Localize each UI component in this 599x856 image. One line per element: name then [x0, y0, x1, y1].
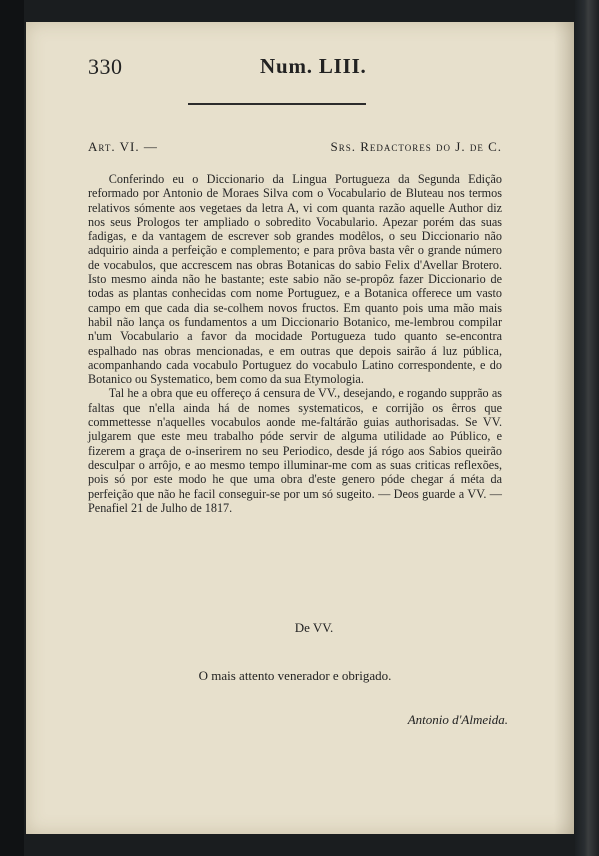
paragraph-1: Conferindo eu o Diccionario da Lingua Portugueza da Segunda Edição reformado por Antonio de Moraes Silva com o Vocabulario de Bluteau nos termos relativos sómente aos vegetaes da letra A, vi com quanta razão aquelle Author diz nos seus Prologos ter ampliado o sobredito Vocabulario. Apezar porém das suas fadigas, e da vantagem de escrever sob grandes modêlos, o seu Diccionario não adquirio ainda a perfeição e complemento; e para prôva basta vêr o grande número de vocabulos, que accrescem nas obras Botanicas do sabio Felix d'Avellar Brotero. Isto mesmo ainda não he bastante; este sabio não se-propôz fazer Diccionario de todas as plantas conhecidas com nome Portuguez, e a Botanica offerece um vasto campo em que cada dia se-colhem novos fructos. Em quanto pois uma mão mais habil não lança os fundamentos a um Diccionario Botanico, me-lembrou compilar n'um Vocabulario a favor da mocidade Portugueza tudo quanto se-encontra espalhado nas obras mencionadas, e em outras que depois sairão á luz pública, acompanhando cada vocabulo Portuguez do vocabulo Latino correspondente, e do Botanico ou Systematico, bem como da sua Etymologia. — [88, 172, 502, 387]
scan-left-margin — [0, 0, 24, 856]
book-spine — [575, 0, 599, 856]
running-title: Num. LIII. — [260, 54, 367, 78]
salutation: O mais attento venerador e obrigado. — [198, 668, 392, 683]
article-label: Art. VI. — — [88, 139, 158, 154]
page-edge-shadow — [554, 22, 574, 834]
closing: De VV. — [294, 620, 334, 635]
article-addressee: Srs. Redactores do J. de C. — [330, 139, 502, 154]
letter-body — [88, 172, 502, 515]
page-number: 330 — [88, 54, 123, 79]
page-header — [88, 54, 488, 84]
paragraph-2: Tal he a obra que eu offereço á censura de VV., desejando, e rogando supprão as faltas que n'ella ainda há de nomes systematicos, e corrijão os êrros que commettesse n'aquelles vocabulos aonde me-faltárão guias authorisadas. Se VV. julgarem que este meu trabalho póde servir de alguma utilidade ao Público, e fizerem a graça de o-inserirem no seu Periodico, desde já rógo aos Sabios queirão desculpar o arrôjo, e ao mesmo tempo illuminar-me com as suas criticas reflexões, pois só por este modo he que uma obra d'este genero póde chegar á méta da perfeição que não he facil conseguir-se por um só sugeito. — Deos guarde a VV. — Penafiel 21 de Julho de 1817. — [88, 386, 502, 515]
signature: Antonio d'Almeida. — [407, 712, 508, 727]
header-rule — [188, 103, 366, 105]
